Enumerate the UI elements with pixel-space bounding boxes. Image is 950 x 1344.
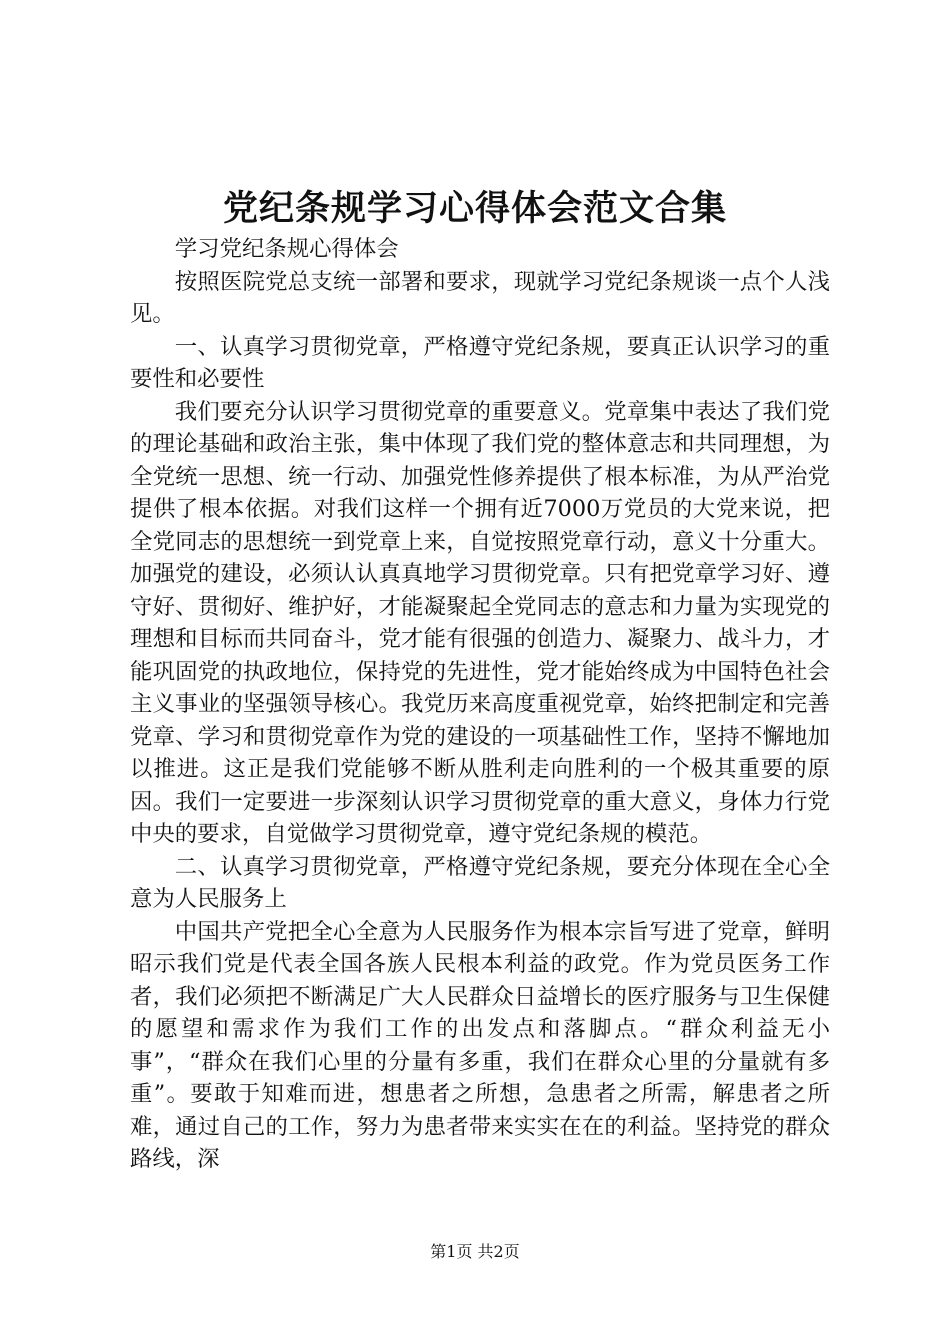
paragraph-heading-1: 一、认真学习贯彻党章，严格遵守党纪条规，要真正认识学习的重要性和必要性	[130, 333, 830, 392]
document-body	[130, 233, 830, 1176]
paragraph-section-1: 我们要充分认识学习贯彻党章的重要意义。党章集中表达了我们党的理论基础和政治主张，集中体现了我们党的整体意志和共同理想，为全党统一思想、统一行动、加强党性修养提供了根本标准，为从严治党提供了根本依据。对我们这样一个拥有近7000万党员的大党来说，把全党同志的思想统一到党章上来，自觉按照党章行动，意义十分重大。加强党的建设，必须认认真真地学习贯彻党章。只有把党章学习好、遵守好、贯彻好、维护好，才能凝聚起全党同志的意志和力量为实现党的理想和目标而共同奋斗，党才能有很强的创造力、凝聚力、战斗力，才能巩固党的执政地位，保持党的先进性，党才能始终成为中国特色社会主义事业的坚强领导核心。我党历来高度重视党章，始终把制定和完善党章、学习和贯彻党章作为党的建设的一项基础性工作，坚持不懈地加以推进。这正是我们党能够不断从胜利走向胜利的一个极其重要的原因。我们一定要进一步深刻认识学习贯彻党章的重大意义，身体力行党中央的要求，自觉做学习贯彻党章，遵守党纪条规的模范。	[130, 398, 830, 847]
document-title: 党纪条规学习心得体会范文合集	[222, 188, 727, 229]
page-number: 第1页 共2页	[430, 1242, 520, 1261]
paragraph-subtitle: 学习党纪条规心得体会	[174, 236, 399, 262]
paragraph-intro: 按照医院党总支统一部署和要求，现就学习党纪条规谈一点个人浅见。	[130, 268, 830, 327]
paragraph-heading-2: 二、认真学习贯彻党章，严格遵守党纪条规，要充分体现在全心全意为人民服务上	[130, 853, 830, 912]
paragraph-section-2: 中国共产党把全心全意为人民服务作为根本宗旨写进了党章，鲜明昭示我们党是代表全国各族人民根本利益的政党。作为党员医务工作者，我们必须把不断满足广大人民群众日益增长的医疗服务与卫生保健的愿望和需求作为我们工作的出发点和落脚点。“群众利益无小事”，“群众在我们心里的分量有多重，我们在群众心里的分量就有多重”。要敢于知难而进，想患者之所想，急患者之所需，解患者之所难，通过自己的工作，努力为患者带来实实在在的利益。坚持党的群众路线，深	[130, 918, 830, 1172]
